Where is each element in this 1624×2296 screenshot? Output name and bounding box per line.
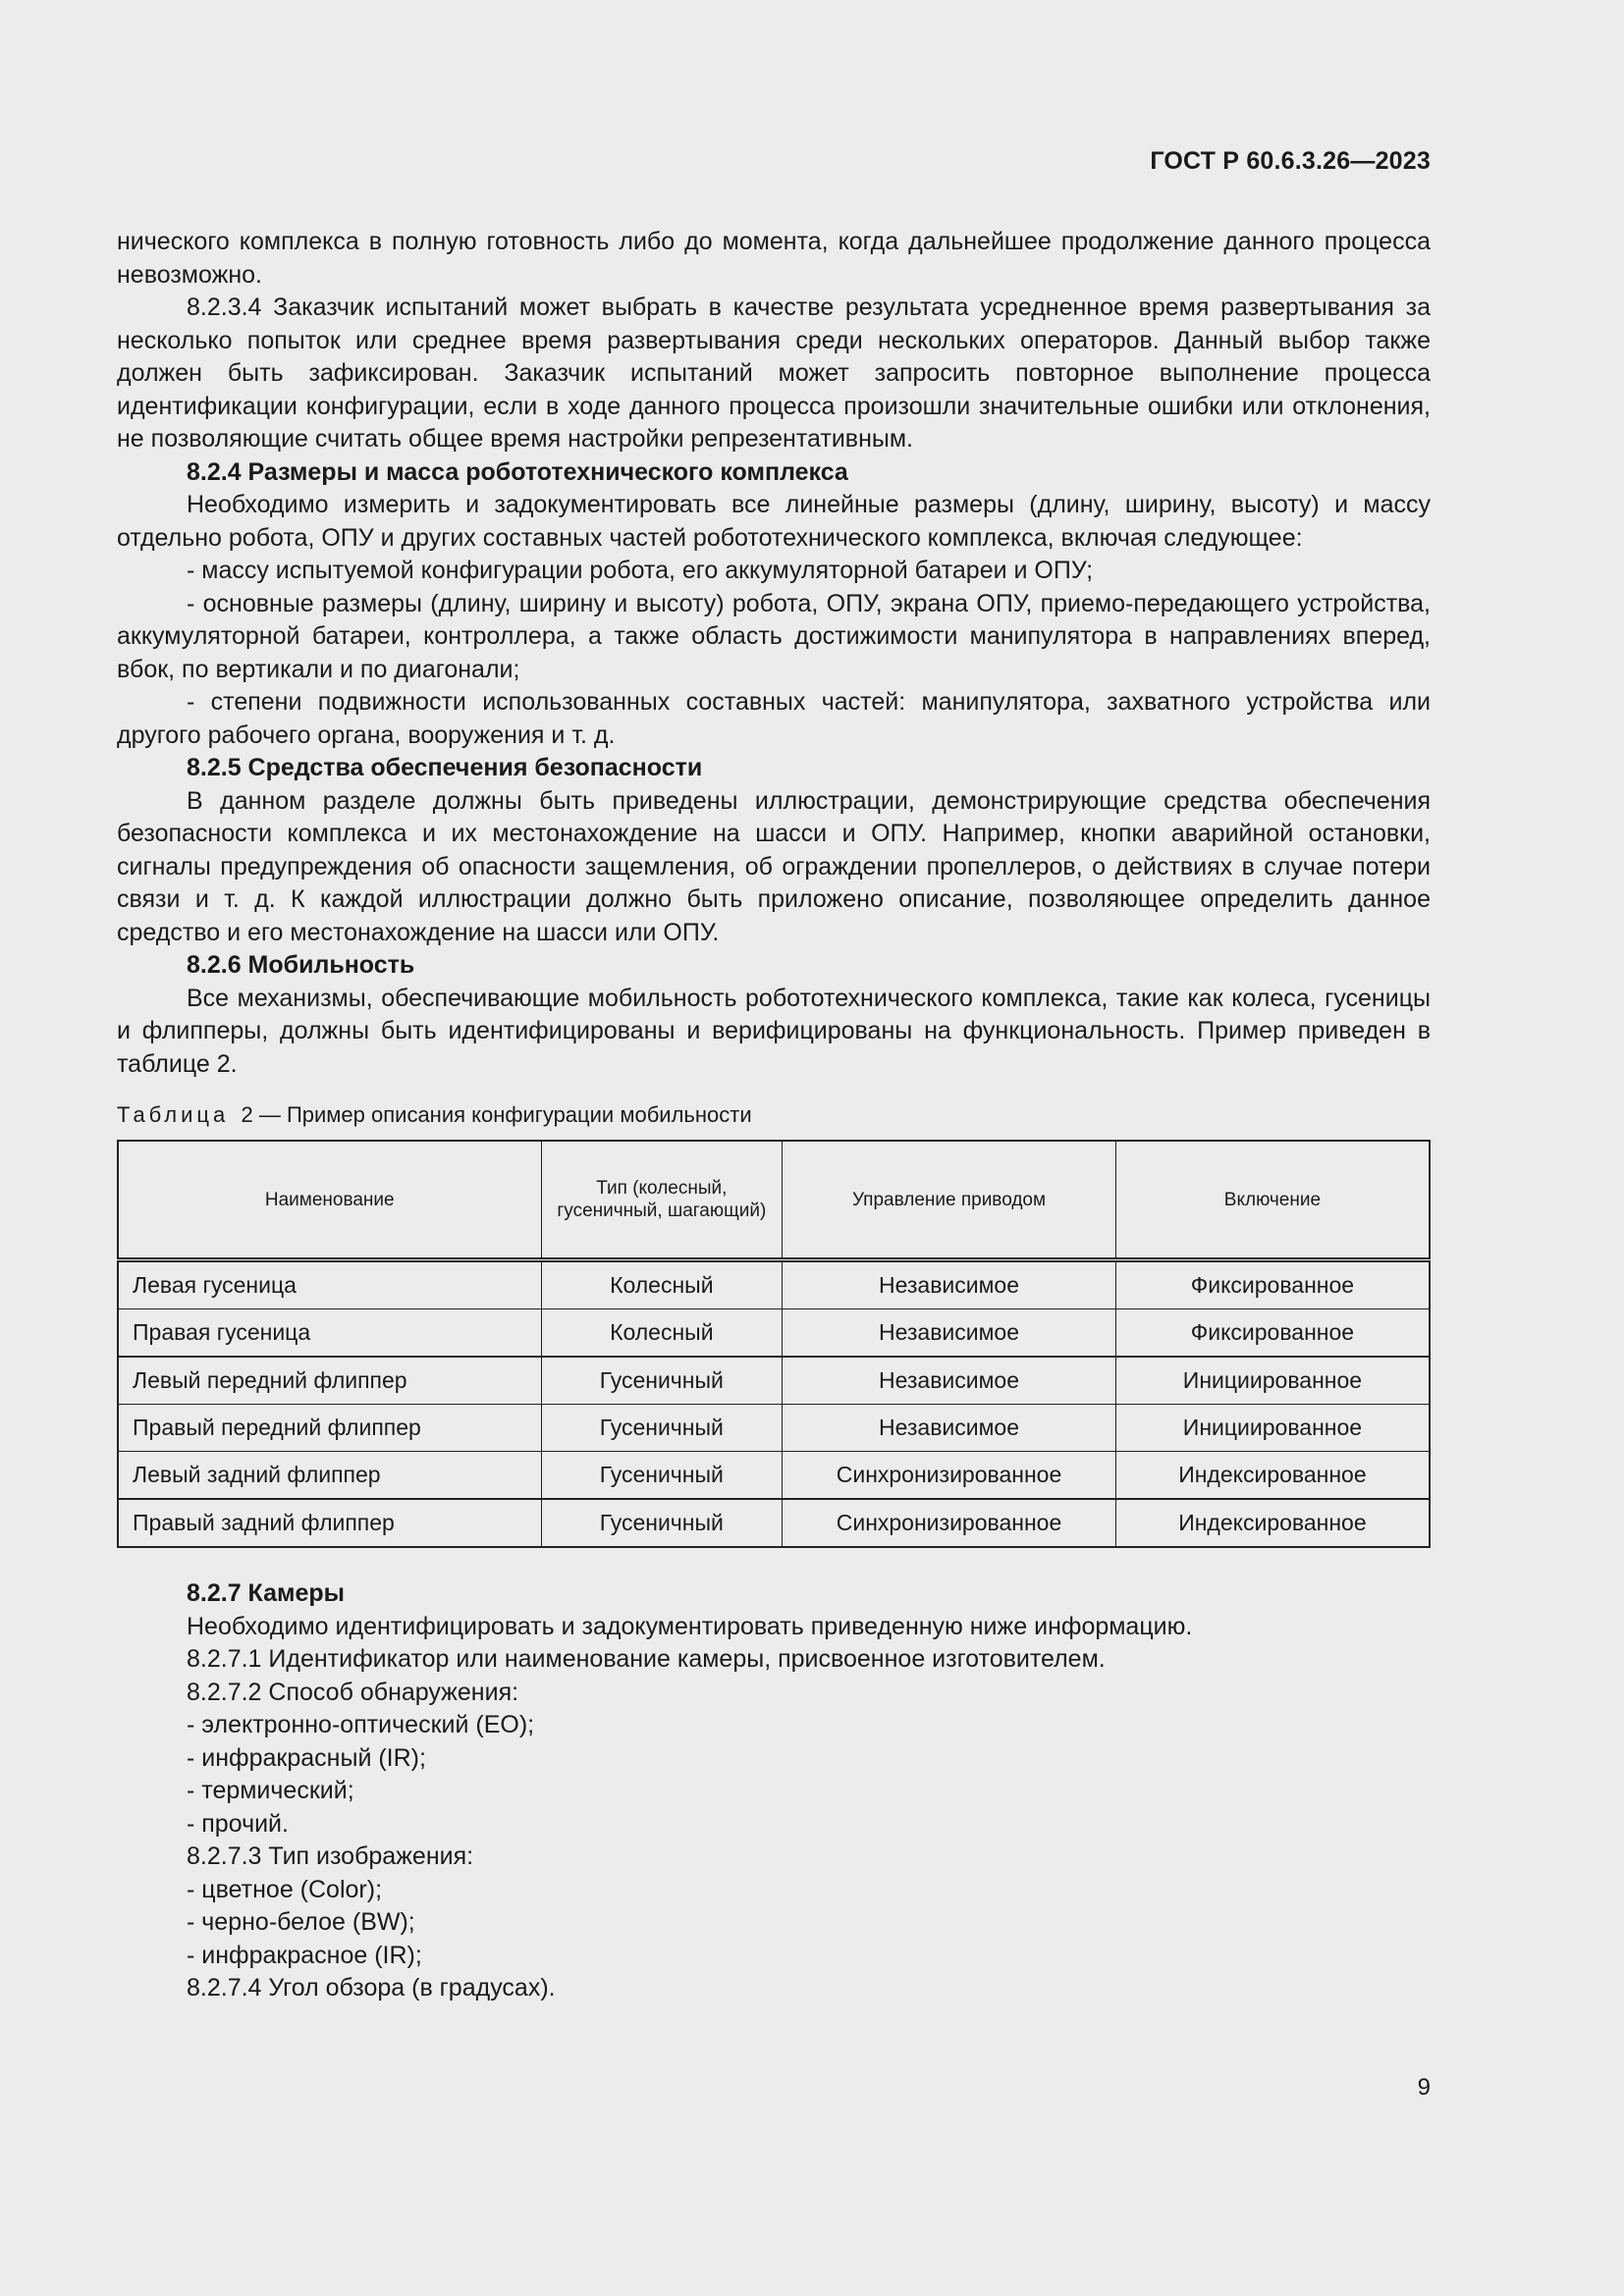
section-heading: 8.2.4 Размеры и масса робототехнического комплекса	[187, 457, 848, 486]
column-header: Управление приводом	[783, 1141, 1116, 1260]
table-cell: Фиксированное	[1115, 1260, 1430, 1309]
table-cell: Синхронизированное	[783, 1499, 1116, 1547]
table-cell: Индексированное	[1115, 1452, 1430, 1500]
paragraph: 8.2.7.2 Способ обнаружения:	[187, 1678, 519, 1706]
table-row	[118, 1260, 1430, 1309]
list-item: - цветное (Color);	[187, 1875, 383, 1903]
section-heading: 8.2.7 Камеры	[187, 1579, 346, 1607]
paragraph: 8.2.7.4 Угол обзора (в градусах).	[187, 1974, 556, 2002]
list-item: - термический;	[187, 1777, 354, 1804]
table-cell: Правая гусеница	[118, 1309, 541, 1358]
list-item: - степени подвижности использованных составных частей: манипулятора, захватного устройства или другого рабочего органа, вооружения и т. д.	[117, 688, 1431, 749]
table-cell: Правый задний флиппер	[118, 1499, 541, 1547]
section-heading: 8.2.6 Мобильность	[187, 951, 415, 979]
table-cell: Левый задний флиппер	[118, 1452, 541, 1500]
column-header: Тип (колесный, гусеничный, шагающий)	[541, 1141, 783, 1260]
table-row	[118, 1309, 1430, 1358]
list-item: - основные размеры (длину, ширину и высоту) робота, ОПУ, экрана ОПУ, приемо-передающего устройства, аккумуляторной батареи, контроллера, а также область достижимости манипулятора в направлениях вперед, вбок, по вертикали и по диагонали;	[117, 589, 1431, 683]
section-heading: 8.2.5 Средства обеспечения безопасности	[187, 754, 703, 781]
table-cell: Независимое	[783, 1357, 1116, 1405]
table-cell: Индексированное	[1115, 1499, 1430, 1547]
table-cell: Гусеничный	[541, 1357, 783, 1405]
table-row	[118, 1499, 1430, 1547]
table-cell: Независимое	[783, 1260, 1116, 1309]
table-cell: Колесный	[541, 1260, 783, 1309]
table-caption-text: 2 — Пример описания конфигурации мобильности	[241, 1102, 752, 1127]
page-content	[117, 226, 1431, 2005]
paragraph: Необходимо измерить и задокументировать все линейные размеры (длину, ширину, высоту) и массу отдельно робота, ОПУ и других составных частей робототехнического комплекса, включая следующее:	[117, 491, 1431, 552]
table-cell: Гусеничный	[541, 1405, 783, 1452]
table-row	[118, 1452, 1430, 1500]
table-cell: Левая гусеница	[118, 1260, 541, 1309]
column-header: Наименование	[118, 1141, 541, 1260]
list-item: - прочий.	[187, 1809, 289, 1838]
paragraph: 8.2.7.1 Идентификатор или наименование камеры, присвоенное изготовителем.	[187, 1645, 1106, 1673]
table-row	[118, 1405, 1430, 1452]
table-cell: Инициированное	[1115, 1357, 1430, 1405]
table-cell: Гусеничный	[541, 1452, 783, 1500]
paragraph: 8.2.3.4 Заказчик испытаний может выбрать в качестве результата усредненное время развертывания за несколько попыток или среднее время развертывания среди нескольких операторов. Данный выбор также должен быть зафиксирован. Заказчик испытаний может запросить повторное выполнение процесса идентификации конфигурации, если в ходе данного процесса произошли значительные ошибки или отклонения, не позволяющие считать общее время настройки репрезентативным.	[117, 294, 1431, 453]
list-item: - черно-белое (BW);	[187, 1908, 415, 1936]
table-cell: Колесный	[541, 1309, 783, 1358]
table-cell: Фиксированное	[1115, 1309, 1430, 1358]
column-header: Включение	[1115, 1141, 1430, 1260]
document-number: ГОСТ Р 60.6.3.26—2023	[1150, 147, 1431, 175]
table-cell: Инициированное	[1115, 1405, 1430, 1452]
section-camera	[117, 1577, 1431, 2005]
table-row	[118, 1357, 1430, 1405]
page-number: 9	[1417, 2074, 1431, 2101]
table-cell: Правый передний флиппер	[118, 1405, 541, 1452]
paragraph: Необходимо идентифицировать и задокументировать приведенную ниже информацию.	[187, 1612, 1193, 1640]
paragraph: нического комплекса в полную готовность либо до момента, когда дальнейшее продолжение данного процесса невозможно.	[117, 228, 1431, 289]
table-caption	[117, 1100, 1431, 1130]
table-cell: Левый передний флиппер	[118, 1357, 541, 1405]
list-item: - инфракрасный (IR);	[187, 1743, 426, 1772]
list-item: - электронно-оптический (EO);	[187, 1711, 535, 1738]
paragraph: Все механизмы, обеспечивающие мобильность робототехнического комплекса, такие как колеса, гусеницы и флипперы, должны быть идентифицированы и верифицированы на функциональность. Пример приведен в таблице 2.	[117, 984, 1431, 1078]
list-item: - инфракрасное (IR);	[187, 1941, 422, 1969]
table-cell: Синхронизированное	[783, 1452, 1116, 1500]
table-cell: Независимое	[783, 1405, 1116, 1452]
list-item: - массу испытуемой конфигурации робота, его аккумуляторной батареи и ОПУ;	[187, 557, 1094, 584]
table-header-row	[118, 1141, 1430, 1260]
table-cell: Гусеничный	[541, 1499, 783, 1547]
paragraph: В данном разделе должны быть приведены иллюстрации, демонстрирующие средства обеспечения безопасности комплекса и их местонахождение на шасси и ОПУ. Например, кнопки аварийной остановки, сигналы предупреждения об опасности защемления, об ограждении пропеллеров, о действиях в случае потери связи и т. д. К каждой иллюстрации должно быть приложено описание, позволяющее определить данное средство и его местонахождение на шасси или ОПУ.	[117, 786, 1431, 946]
table-caption-word: Таблица	[117, 1102, 230, 1127]
mobility-table	[117, 1140, 1431, 1548]
table-cell: Независимое	[783, 1309, 1116, 1358]
paragraph: 8.2.7.3 Тип изображения:	[187, 1842, 474, 1870]
